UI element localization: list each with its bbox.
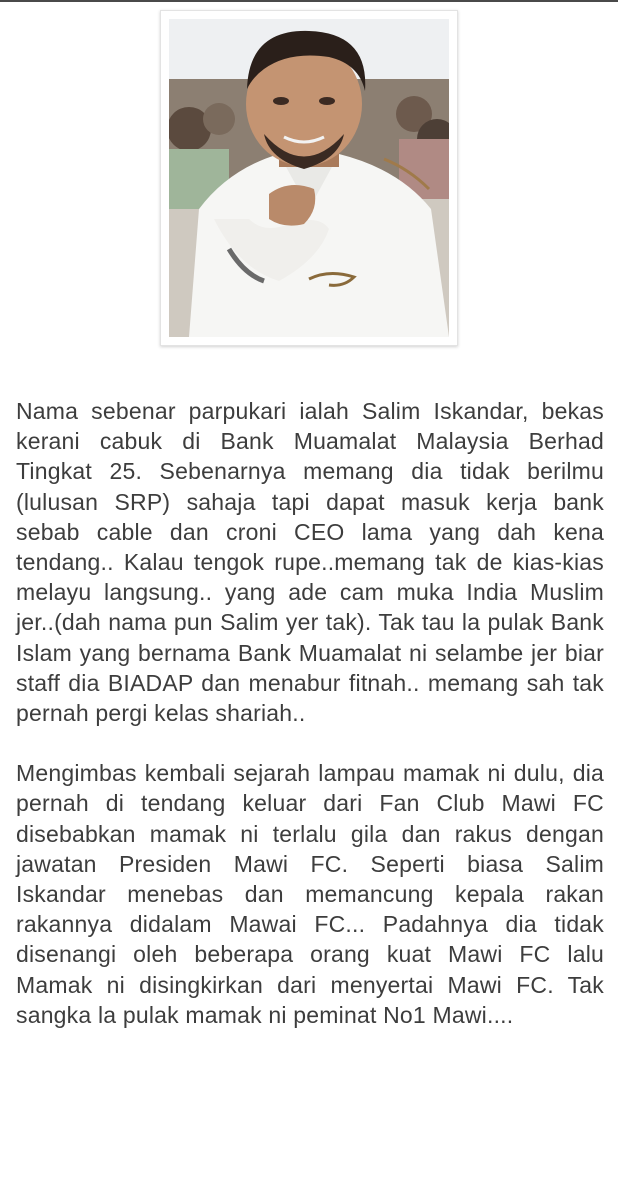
article-paragraph-2: Mengimbas kembali sejarah lampau mamak ni dulu, dia pernah di tendang keluar dari Fan Club Mawi FC disebabkan mamak ni terlalu gila dan rakus dengan jawatan Presiden Mawi FC. Seperti biasa Salim Iskandar menebas dan memancung kepala rakan rakannya didalam Mawai FC... Padahnya dia tidak disenangi oleh beberapa orang kuat Mawi FC lalu Mamak ni disingkirkan dari menyertai Mawi FC. Tak sangka la pulak mamak ni peminat No1 Mawi.... <box>16 760 604 1028</box>
top-divider <box>0 0 618 2</box>
portrait-photo-icon <box>169 19 449 337</box>
article-body <box>16 396 604 1030</box>
article-photo-frame <box>160 10 458 346</box>
article-paragraph-1: Nama sebenar parpukari ialah Salim Iskandar, bekas kerani cabuk di Bank Muamalat Malaysia Berhad Tingkat 25. Sebenarnya memang dia tidak berilmu (lulusan SRP) sahaja tapi dapat masuk kerja bank sebab cable dan croni CEO lama yang dah kena tendang.. Kalau tengok rupe..memang tak de kias-kias melayu langsung.. yang ade cam muka India Muslim jer..(dah nama pun Salim yer tak). Tak tau la pulak Bank Islam yang bernama Bank Muamalat ni selambe jer biar staff dia BIADAP dan menabur fitnah.. memang sah tak pernah pergi kelas shariah.. <box>16 398 604 727</box>
